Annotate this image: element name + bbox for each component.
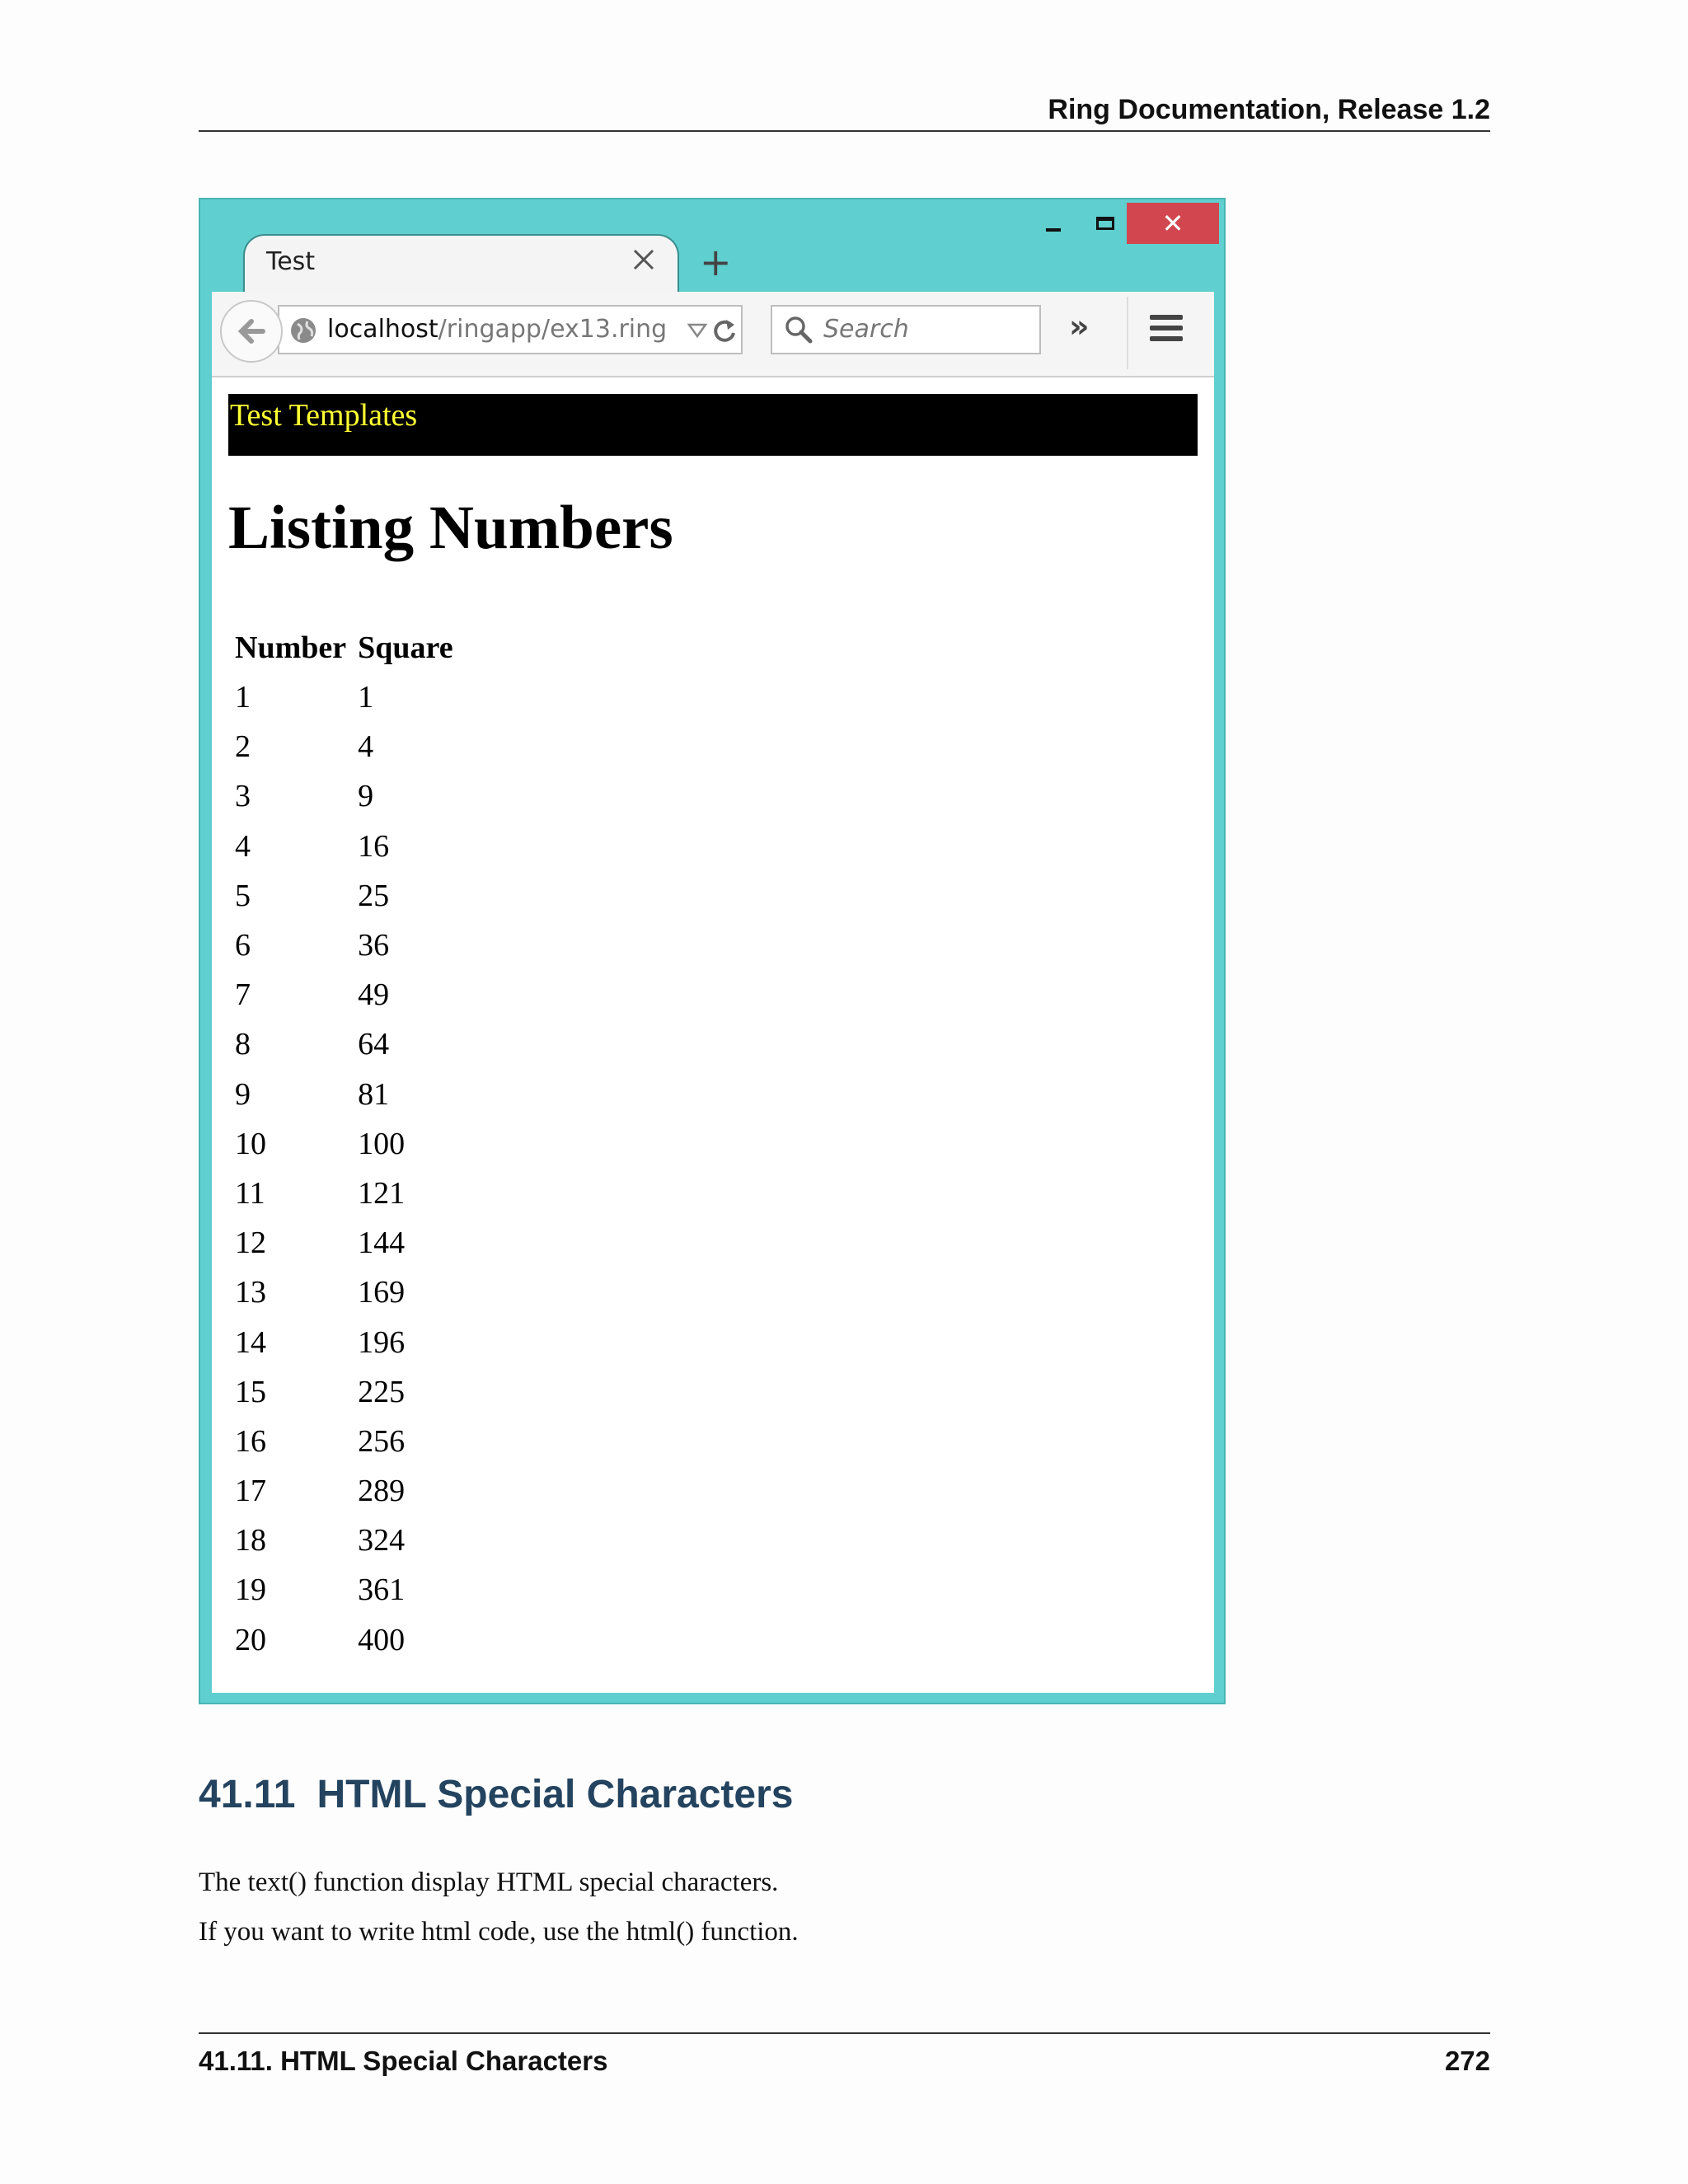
number-cell: 6 <box>235 928 251 963</box>
section-number: 41.11 <box>199 1773 296 1816</box>
square-cell: 169 <box>358 1275 406 1310</box>
page-footer <box>199 2032 1490 2076</box>
square-cell: 324 <box>358 1523 406 1558</box>
square-cell: 361 <box>358 1572 406 1608</box>
table-row <box>232 1119 462 1169</box>
table-header-row <box>232 623 462 673</box>
page-number: 272 <box>1444 2046 1490 2076</box>
browser-window-screenshot <box>199 198 1226 1704</box>
number-cell: 10 <box>235 1126 266 1161</box>
footer-section-label: 41.11. HTML Special Characters <box>199 2046 608 2076</box>
table-row <box>232 771 462 821</box>
number-cell: 15 <box>235 1374 266 1409</box>
square-cell: 9 <box>358 779 374 814</box>
page-heading: Listing Numbers <box>228 494 673 562</box>
table-row <box>232 1169 462 1218</box>
maximize-button[interactable] <box>1081 203 1130 244</box>
table-row <box>232 1218 462 1268</box>
page-header <box>199 91 1490 132</box>
table-row <box>232 1615 462 1665</box>
toolbar-separator <box>1127 297 1128 369</box>
section-title <box>199 1772 793 1817</box>
url-text <box>327 315 667 344</box>
web-page-content <box>212 377 1214 1693</box>
table-row <box>232 822 462 871</box>
search-icon <box>784 315 814 344</box>
section-title-text: HTML Special Characters <box>316 1773 794 1816</box>
banner <box>228 394 1198 456</box>
url-host: localhost <box>327 315 438 344</box>
square-cell: 64 <box>358 1027 390 1062</box>
table-row <box>232 1417 462 1466</box>
number-cell: 8 <box>235 1027 251 1062</box>
hamburger-menu-icon[interactable] <box>1150 315 1183 344</box>
paragraph: The text() function display HTML special characters. <box>199 1868 779 1897</box>
overflow-button[interactable]: » <box>1069 308 1090 344</box>
column-header-number: Number <box>235 630 347 665</box>
square-cell: 16 <box>358 828 390 864</box>
table-row <box>232 1466 462 1516</box>
new-tab-button[interactable]: + <box>700 240 732 284</box>
square-cell: 196 <box>358 1324 406 1360</box>
number-cell: 14 <box>235 1324 266 1360</box>
table-row <box>232 673 462 722</box>
numbers-table <box>232 623 462 1665</box>
banner-text: Test Templates <box>230 398 418 433</box>
number-cell: 19 <box>235 1572 266 1608</box>
square-cell: 1 <box>358 680 374 715</box>
table-row <box>232 1367 462 1417</box>
minimize-icon <box>1046 228 1061 232</box>
square-cell: 256 <box>358 1423 406 1459</box>
number-cell: 20 <box>235 1622 266 1657</box>
number-cell: 7 <box>235 977 251 1013</box>
table-row <box>232 1019 462 1069</box>
number-cell: 11 <box>235 1175 265 1211</box>
number-cell: 9 <box>235 1076 251 1112</box>
document-title: Ring Documentation, Release 1.2 <box>1048 94 1490 125</box>
table-row <box>232 1317 462 1366</box>
table-row <box>232 1070 462 1119</box>
back-arrow-icon <box>235 315 268 348</box>
table-row <box>232 1516 462 1565</box>
number-cell: 5 <box>235 878 251 913</box>
column-header-square: Square <box>358 630 453 665</box>
back-button[interactable] <box>220 300 283 363</box>
globe-icon <box>289 316 317 344</box>
search-placeholder: Search <box>823 315 909 344</box>
minimize-button[interactable] <box>1029 203 1078 244</box>
number-cell: 16 <box>235 1423 266 1459</box>
square-cell: 121 <box>358 1175 406 1211</box>
table-row <box>232 921 462 970</box>
number-cell: 1 <box>235 680 251 715</box>
table-row <box>232 1268 462 1317</box>
square-cell: 400 <box>358 1622 406 1657</box>
browser-tab[interactable] <box>243 234 679 295</box>
square-cell: 144 <box>358 1226 406 1261</box>
number-cell: 12 <box>235 1226 266 1261</box>
browser-toolbar <box>212 292 1214 377</box>
search-bar[interactable] <box>771 305 1041 354</box>
table-row <box>232 871 462 921</box>
square-cell: 49 <box>358 977 390 1013</box>
number-cell: 3 <box>235 779 251 814</box>
tab-close-icon[interactable] <box>631 247 656 272</box>
square-cell: 25 <box>358 878 390 913</box>
number-cell: 17 <box>235 1474 266 1509</box>
table-row <box>232 1565 462 1615</box>
reload-icon[interactable] <box>711 316 738 344</box>
tab-title: Test <box>266 247 316 276</box>
square-cell: 289 <box>358 1474 406 1509</box>
square-cell: 36 <box>358 928 390 963</box>
paragraph: If you want to write html code, use the html() function. <box>199 1917 799 1947</box>
number-cell: 4 <box>235 828 251 864</box>
window-close-button[interactable]: ✕ <box>1127 203 1219 244</box>
table-row <box>232 970 462 1019</box>
number-cell: 18 <box>235 1523 266 1558</box>
url-path: /ringapp/ex13.ring <box>438 315 668 344</box>
square-cell: 100 <box>358 1126 406 1161</box>
maximize-icon <box>1096 217 1114 230</box>
number-cell: 2 <box>235 729 251 765</box>
dropdown-arrow-icon[interactable] <box>687 320 708 341</box>
url-bar[interactable] <box>278 305 743 354</box>
number-cell: 13 <box>235 1275 266 1310</box>
table-row <box>232 722 462 771</box>
square-cell: 4 <box>358 729 374 765</box>
square-cell: 81 <box>358 1076 390 1112</box>
square-cell: 225 <box>358 1374 406 1409</box>
